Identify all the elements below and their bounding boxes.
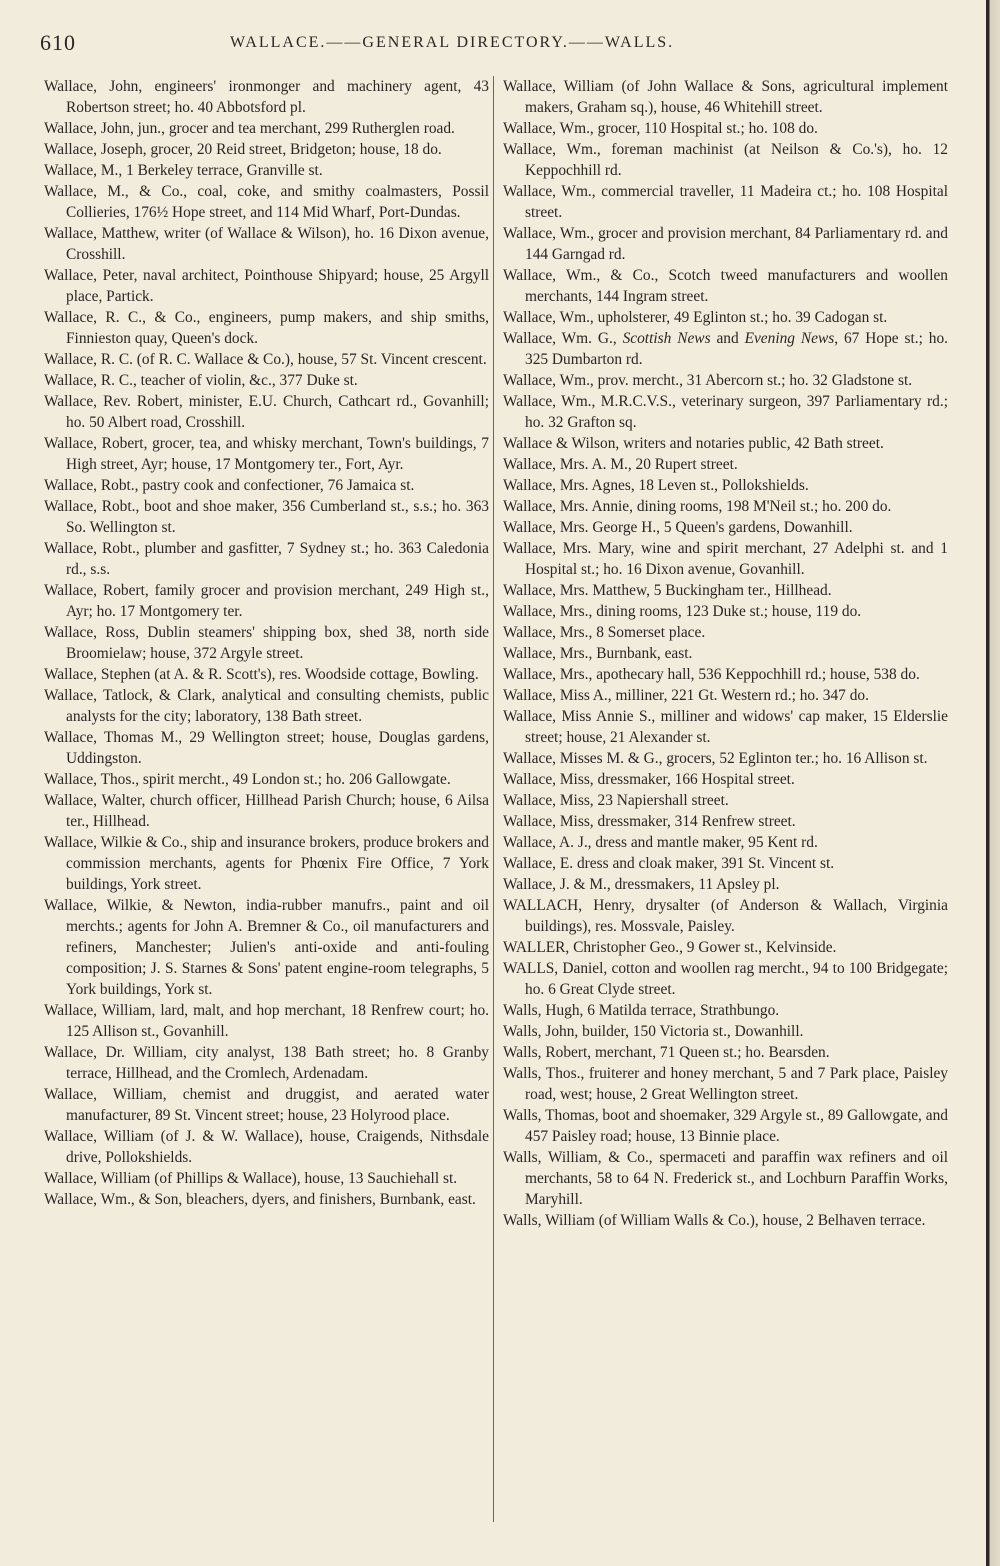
directory-entry: Wallace, Mrs. Mary, wine and spirit merchant, 27 Adelphi st. and 1 Hospital st.; ho. 16 Dixon avenue, Govanhill. xyxy=(503,540,948,578)
directory-entry: Wallace, Robert, grocer, tea, and whisky merchant, Town's buildings, 7 High street, Ayr; house, 17 Montgomery ter., Fort, Ayr. xyxy=(44,435,489,473)
directory-entry: Wallace, Wilkie, & Newton, india-rubber manufrs., paint and oil merchts.; agents for John A. Bremner & Co., oil manufacturers and refiners, Manchester; Julien's anti-oxide and anti-fouling composition; J. S. Starnes & Sons' patent engine-room telegraphs, 5 York buildings, York st. xyxy=(44,897,489,998)
directory-entry: Wallace, William, lard, malt, and hop merchant, 18 Renfrew court; ho. 125 Allison st., Govanhill. xyxy=(44,1002,489,1040)
running-title: WALLACE.——GENERAL DIRECTORY.——WALLS. xyxy=(230,34,675,51)
right-column xyxy=(503,76,948,1231)
directory-entry: WALLER, Christopher Geo., 9 Gower st., Kelvinside. xyxy=(503,939,837,956)
directory-entry: Wallace, Mrs., dining rooms, 123 Duke st.; house, 119 do. xyxy=(503,603,862,620)
directory-entry: Walls, Thomas, boot and shoemaker, 329 Argyle st., 89 Gallowgate, and 457 Paisley road; house, 13 Binnie place. xyxy=(503,1107,948,1145)
directory-entry: Wallace, Wm., grocer and provision merchant, 84 Parliamentary rd. and 144 Garngad rd. xyxy=(503,225,948,263)
directory-entry: Wallace, Mrs. George H., 5 Queen's gardens, Dowanhill. xyxy=(503,519,853,536)
directory-entry: Wallace & Wilson, writers and notaries public, 42 Bath street. xyxy=(503,435,884,452)
directory-entry: Wallace, Matthew, writer (of Wallace & Wilson), ho. 16 Dixon avenue, Crosshill. xyxy=(44,225,489,263)
directory-entry: Wallace, Mrs. Annie, dining rooms, 198 M'Neil st.; ho. 200 do. xyxy=(503,498,892,515)
directory-entry: Wallace, Walter, church officer, Hillhead Parish Church; house, 6 Ailsa ter., Hillhead. xyxy=(44,792,489,830)
directory-entry: Wallace, Thomas M., 29 Wellington street; house, Douglas gardens, Uddingston. xyxy=(44,729,489,767)
directory-entry: Wallace, Robt., pastry cook and confectioner, 76 Jamaica st. xyxy=(44,477,415,494)
directory-entry: Wallace, Mrs., Burnbank, east. xyxy=(503,645,693,662)
directory-entry: Walls, William (of William Walls & Co.), house, 2 Belhaven terrace. xyxy=(503,1212,926,1229)
directory-entry: Wallace, Wm., & Co., Scotch tweed manufacturers and woollen merchants, 144 Ingram street. xyxy=(503,267,948,305)
directory-entry: Wallace, Mrs., apothecary hall, 536 Keppochhill rd.; house, 538 do. xyxy=(503,666,920,683)
directory-entry: Wallace, William (of J. & W. Wallace), house, Craigends, Nithsdale drive, Pollokshields. xyxy=(44,1128,489,1166)
page-number: 610 xyxy=(40,30,76,55)
directory-entry: Wallace, Wm. G., Scottish News and Evening News, 67 Hope st.; ho. 325 Dumbarton rd. xyxy=(503,330,949,368)
directory-entry: Wallace, William, chemist and druggist, and aerated water manufacturer, 89 St. Vincent street; house, 23 Holyrood place. xyxy=(44,1086,489,1124)
directory-entry: Wallace, Wm., M.R.C.V.S., veterinary surgeon, 397 Parliamentary rd.; ho. 32 Grafton sq. xyxy=(503,393,948,431)
directory-entry: Wallace, William (of John Wallace & Sons, agricultural implement makers, Graham sq.), house, 46 Whitehill street. xyxy=(503,78,948,116)
directory-entry: Wallace, Wm., upholsterer, 49 Eglinton st.; ho. 39 Cadogan st. xyxy=(503,309,888,326)
column-divider xyxy=(493,76,494,1522)
directory-entry: Wallace, Wm., foreman machinist (at Neilson & Co.'s), ho. 12 Keppochhill rd. xyxy=(503,141,948,179)
directory-entry: Wallace, Miss A., milliner, 221 Gt. Western rd.; ho. 347 do. xyxy=(503,687,869,704)
binding-edge xyxy=(986,0,1000,1566)
directory-entry: Walls, John, builder, 150 Victoria st., Dowanhill. xyxy=(503,1023,804,1040)
directory-entry: Wallace, R. C., & Co., engineers, pump makers, and ship smiths, Finnieston quay, Queen's dock. xyxy=(44,309,489,347)
directory-entry: WALLS, Daniel, cotton and woollen rag mercht., 94 to 100 Bridgegate; ho. 6 Great Clyde street. xyxy=(503,960,948,998)
directory-entry: Wallace, E. dress and cloak maker, 391 St. Vincent st. xyxy=(503,855,835,872)
directory-entry: Walls, Thos., fruiterer and honey merchant, 5 and 7 Park place, Paisley road, west; house, 2 Great Wellington street. xyxy=(503,1065,948,1103)
directory-entry: WALLACH, Henry, drysalter (of Anderson & Wallach, Virginia buildings), res. Mossvale, Paisley. xyxy=(503,897,948,935)
directory-entry: Walls, William, & Co., spermaceti and paraffin wax refiners and oil merchants, 58 to 64 N. Frederick st., and Lochburn Paraffin Works, Maryhill. xyxy=(503,1149,948,1208)
directory-entry: Wallace, R. C., teacher of violin, &c., 377 Duke st. xyxy=(44,372,358,389)
directory-entry: Wallace, Miss Annie S., milliner and widows' cap maker, 15 Elderslie street; house, 21 Alexander st. xyxy=(503,708,948,746)
directory-entry: Wallace, Miss, dressmaker, 166 Hospital street. xyxy=(503,771,795,788)
directory-entry: Wallace, Dr. William, city analyst, 138 Bath street; ho. 8 Granby terrace, Hillhead, and the Cromlech, Ardenadam. xyxy=(44,1044,489,1082)
directory-entry: Wallace, Ross, Dublin steamers' shipping box, shed 38, north side Broomielaw; house, 372 Argyle street. xyxy=(44,624,489,662)
directory-entry: Walls, Robert, merchant, 71 Queen st.; ho. Bearsden. xyxy=(503,1044,830,1061)
directory-entry: Wallace, Wm., commercial traveller, 11 Madeira ct.; ho. 108 Hospital street. xyxy=(503,183,948,221)
directory-entry: Wallace, Thos., spirit mercht., 49 London st.; ho. 206 Gallowgate. xyxy=(44,771,451,788)
page-header xyxy=(40,30,960,60)
directory-entry: Wallace, Robt., plumber and gasfitter, 7 Sydney st.; ho. 363 Caledonia rd., s.s. xyxy=(44,540,489,578)
directory-entry: Wallace, Miss, 23 Napiershall street. xyxy=(503,792,729,809)
directory-entry: Wallace, Stephen (at A. & R. Scott's), res. Woodside cottage, Bowling. xyxy=(44,666,479,683)
directory-entry: Wallace, Mrs. Agnes, 18 Leven st., Pollokshields. xyxy=(503,477,809,494)
directory-entry: Wallace, Wm., prov. mercht., 31 Abercorn st.; ho. 32 Gladstone st. xyxy=(503,372,913,389)
directory-entry: Wallace, Mrs. Matthew, 5 Buckingham ter., Hillhead. xyxy=(503,582,832,599)
directory-entry: Wallace, John, jun., grocer and tea merchant, 299 Rutherglen road. xyxy=(44,120,455,137)
directory-entry: Wallace, J. & M., dressmakers, 11 Apsley pl. xyxy=(503,876,780,893)
directory-entry: Wallace, Mrs., 8 Somerset place. xyxy=(503,624,706,641)
directory-entry: Wallace, Rev. Robert, minister, E.U. Church, Cathcart rd., Govanhill; ho. 50 Albert road, Crosshill. xyxy=(44,393,489,431)
left-column xyxy=(44,76,489,1210)
directory-entry: Wallace, Robert, family grocer and provision merchant, 249 High st., Ayr; ho. 17 Montgomery ter. xyxy=(44,582,489,620)
directory-entry: Wallace, John, engineers' ironmonger and machinery agent, 43 Robertson street; ho. 40 Abbotsford pl. xyxy=(44,78,489,116)
directory-entry: Wallace, Wm., & Son, bleachers, dyers, and finishers, Burnbank, east. xyxy=(44,1191,476,1208)
directory-entry: Wallace, Misses M. & G., grocers, 52 Eglinton ter.; ho. 16 Allison st. xyxy=(503,750,928,767)
directory-entry: Wallace, Mrs. A. M., 20 Rupert street. xyxy=(503,456,738,473)
directory-entry: Wallace, Miss, dressmaker, 314 Renfrew street. xyxy=(503,813,796,830)
directory-entry: Wallace, Peter, naval architect, Pointhouse Shipyard; house, 25 Argyll place, Partick. xyxy=(44,267,489,305)
directory-entry: Wallace, M., 1 Berkeley terrace, Granville st. xyxy=(44,162,323,179)
directory-entry: Wallace, Wm., grocer, 110 Hospital st.; ho. 108 do. xyxy=(503,120,818,137)
directory-entry: Wallace, Wilkie & Co., ship and insurance brokers, produce brokers and commission merchants, agents for Phœnix Fire Office, 7 York buildings, York street. xyxy=(44,834,489,893)
directory-entry: Wallace, Joseph, grocer, 20 Reid street, Bridgeton; house, 18 do. xyxy=(44,141,442,158)
directory-entry: Walls, Hugh, 6 Matilda terrace, Strathbungo. xyxy=(503,1002,780,1019)
directory-entry: Wallace, R. C. (of R. C. Wallace & Co.), house, 57 St. Vincent crescent. xyxy=(44,351,487,368)
directory-entry: Wallace, M., & Co., coal, coke, and smithy coalmasters, Possil Collieries, 176½ Hope street, and 114 Mid Wharf, Port-Dundas. xyxy=(44,183,489,221)
directory-entry: Wallace, Robt., boot and shoe maker, 356 Cumberland st., s.s.; ho. 363 So. Wellington st. xyxy=(44,498,489,536)
directory-entry: Wallace, A. J., dress and mantle maker, 95 Kent rd. xyxy=(503,834,818,851)
directory-entry: Wallace, William (of Phillips & Wallace), house, 13 Sauchiehall st. xyxy=(44,1170,458,1187)
directory-entry: Wallace, Tatlock, & Clark, analytical and consulting chemists, public analysts for the city; laboratory, 138 Bath street. xyxy=(44,687,489,725)
